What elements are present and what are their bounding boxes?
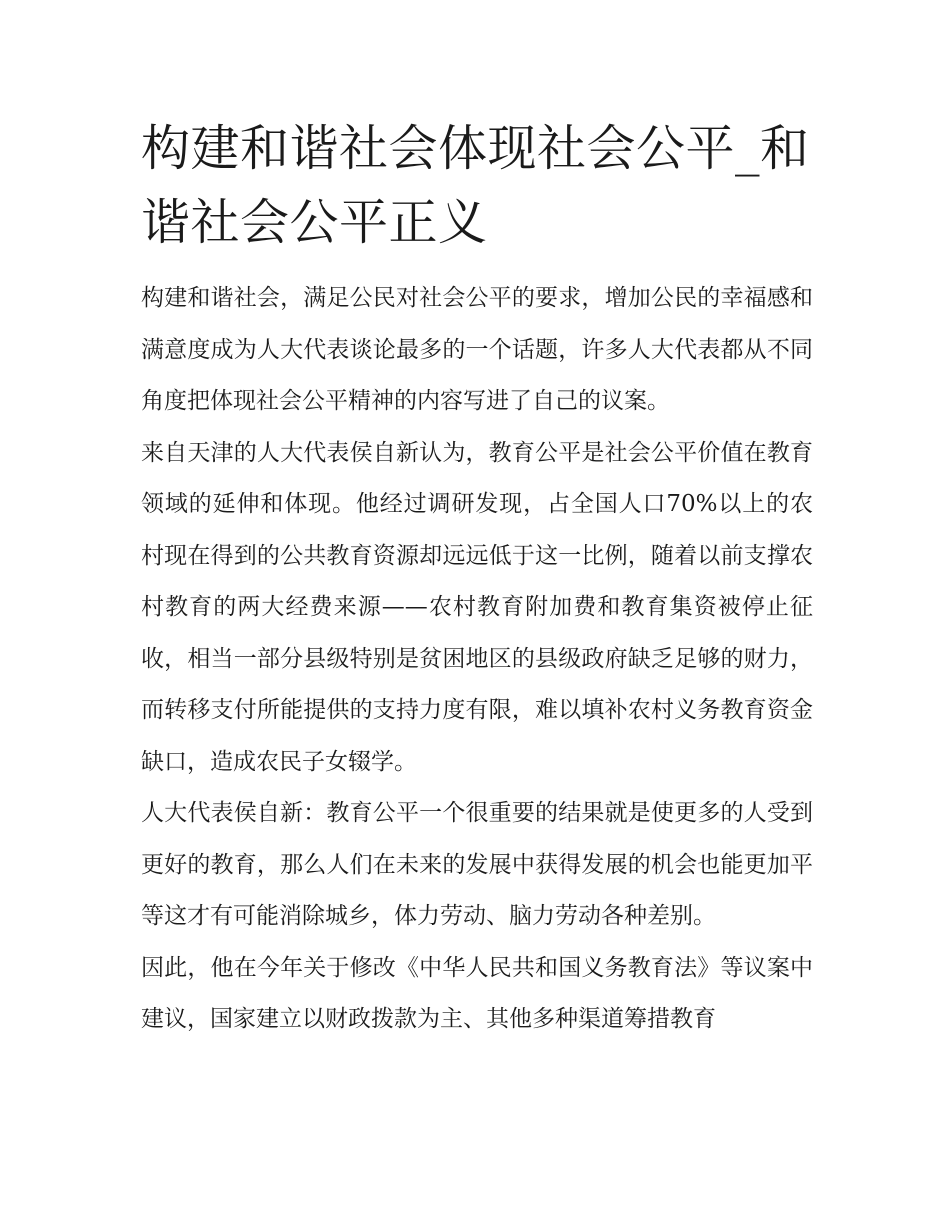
paragraph-4: 因此，他在今年关于修改《中华人民共和国义务教育法》等议案中建议，国家建立以财政拨款为主、其他多种渠道筹措教育 bbox=[141, 954, 813, 1032]
document-title: 构建和谐社会体现社会公平_和谐社会公平正义 bbox=[141, 120, 810, 251]
paragraph-2: 来自天津的人大代表侯自新认为，教育公平是社会公平价值在教育领域的延伸和体现。他经过调研发现，占全国人口70%以上的农村现在得到的公共教育资源却远远低于这一比例，随着以前支撑农村教育的两大经费来源——农村教育附加费和教育集资被停止征收，相当一部分县级特别是贫困地区的县级政府缺乏足够的财力，而转移支付所能提供的支持力度有限，难以填补农村义务教育资金缺口，造成农民子女辍学。 bbox=[141, 439, 813, 775]
document-page bbox=[141, 112, 813, 1046]
paragraph-1: 构建和谐社会，满足公民对社会公平的要求，增加公民的幸福感和满意度成为人大代表谈论最多的一个话题，许多人大代表都从不同角度把体现社会公平精神的内容写进了自己的议案。 bbox=[141, 285, 813, 414]
paragraph-3: 人大代表侯自新：教育公平一个很重要的结果就是使更多的人受到更好的教育，那么人们在未来的发展中获得发展的机会也能更加平等这才有可能消除城乡，体力劳动、脑力劳动各种差别。 bbox=[141, 800, 813, 929]
